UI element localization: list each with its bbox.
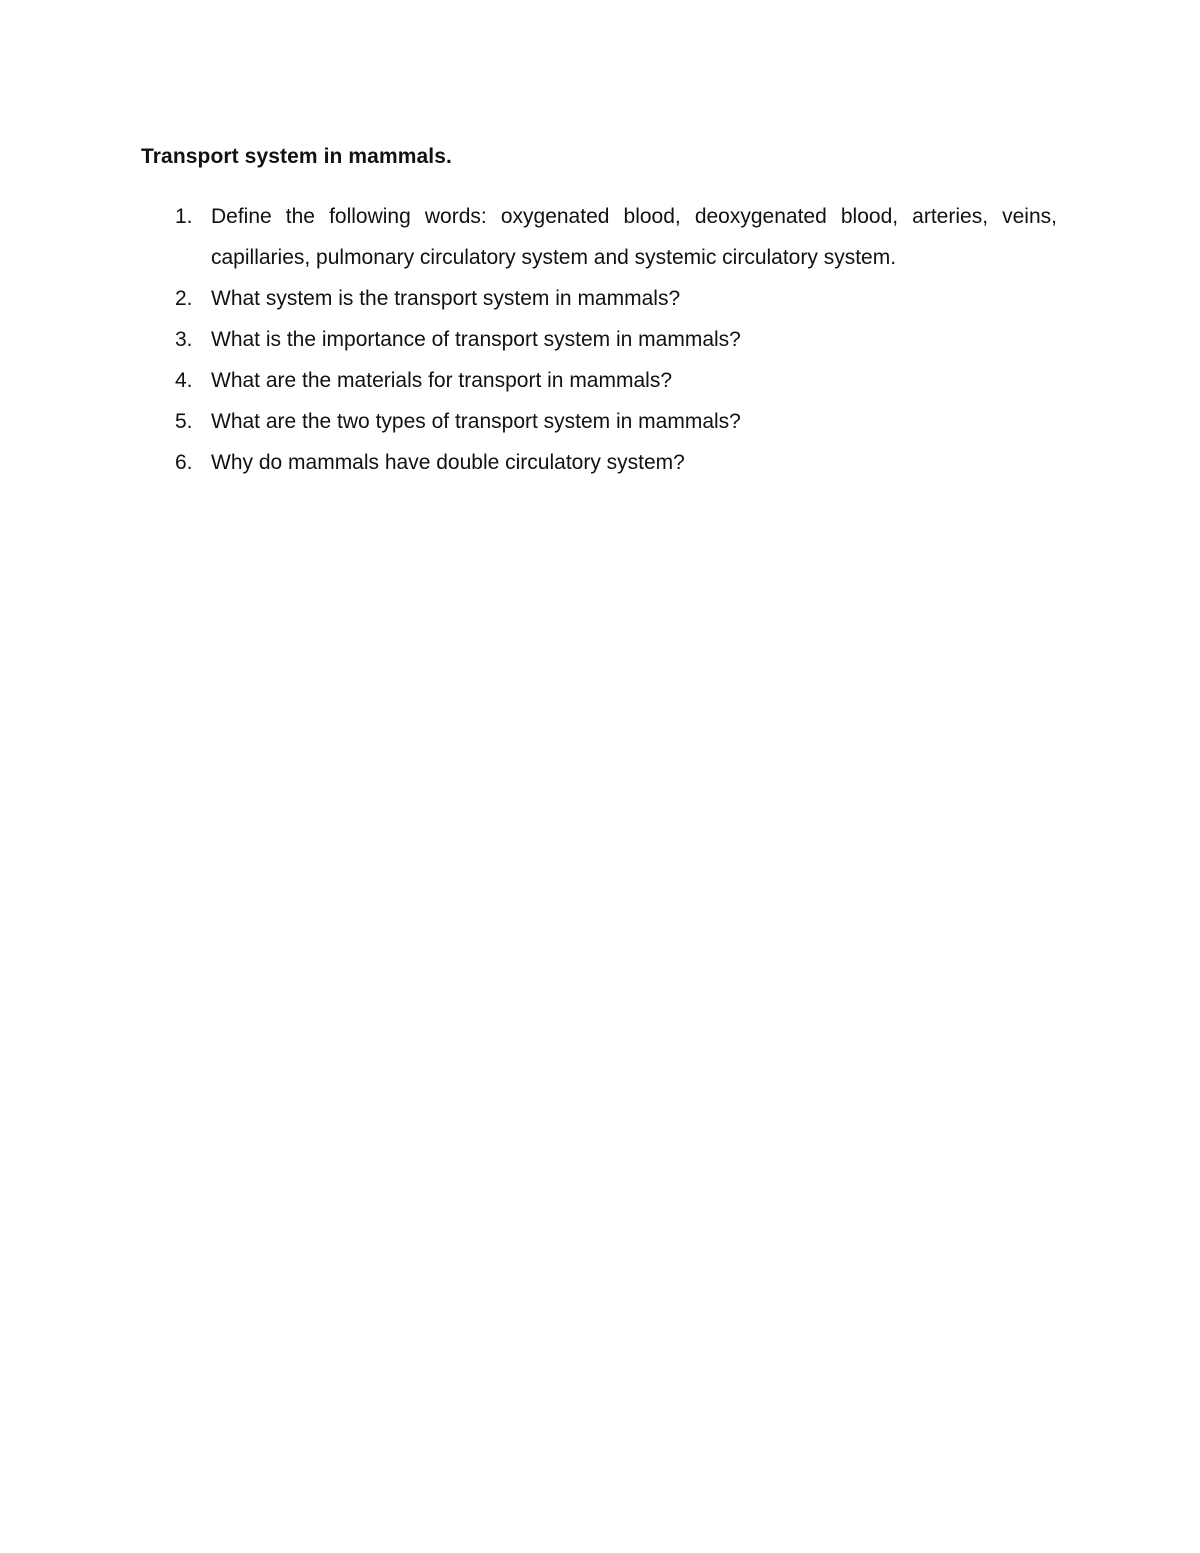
question-text: Define the following words: oxygenated blood, deoxygenated blood, arteries, veins, capillaries, pulmonary circulatory system and systemic circulatory system. [211,205,1057,269]
question-item-6 [141,442,1057,483]
question-text: What are the materials for transport in mammals? [211,369,672,392]
question-list [141,196,1057,483]
question-number: 6. [175,451,193,474]
question-item-3 [141,319,1057,360]
question-number: 2. [175,287,193,310]
question-text: Why do mammals have double circulatory system? [211,451,685,474]
question-number: 5. [175,410,193,433]
question-text: What is the importance of transport system in mammals? [211,328,741,351]
question-item-5 [141,401,1057,442]
question-text: What are the two types of transport system in mammals? [211,410,741,433]
question-text: What system is the transport system in mammals? [211,287,681,310]
question-item-4 [141,360,1057,401]
question-item-2 [141,278,1057,319]
question-item-1 [141,196,1057,278]
question-number: 3. [175,328,193,351]
question-number: 4. [175,369,193,392]
document-title: Transport system in mammals. [141,145,452,168]
question-number: 1. [175,205,193,228]
